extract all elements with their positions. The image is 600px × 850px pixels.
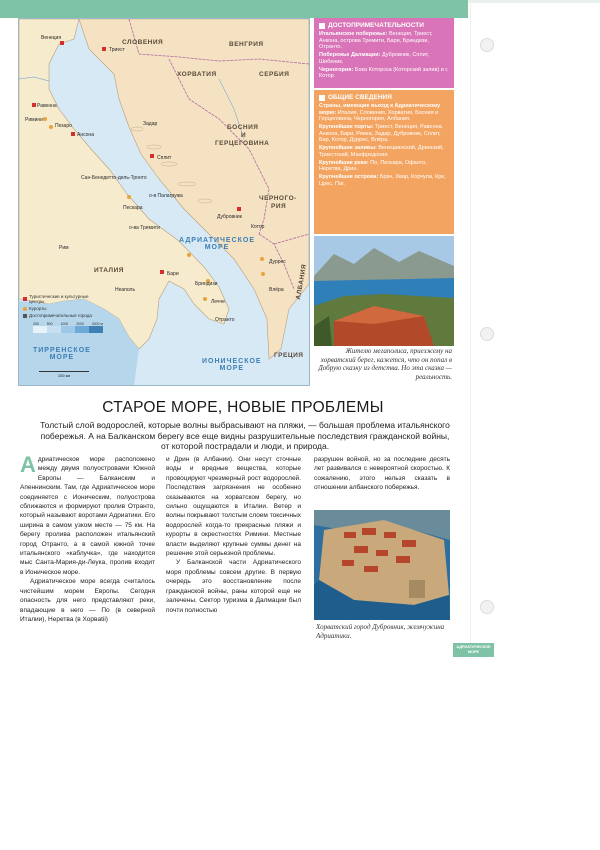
sights-text [319,31,449,80]
sights-row-text: Венеция, Триест, Анкона, острова Тремити, Бари, Бриндизи, Отранто. [319,31,433,50]
sights-row-label: Черногория: [319,66,354,73]
info-row-text: Брач, Хвар, Корчула, Крк, Црес, Паг. [319,174,446,187]
sights-row-text: Дубровник, Сплит, Шибеник. [319,52,430,65]
binder-hole [480,38,494,52]
info-text [319,103,449,187]
dubrovnik-photo [314,510,450,620]
city-brindisi: Бриндизи [195,281,218,287]
city-rome: Рим [59,245,69,251]
sights-row [319,52,449,65]
country-greece: ГРЕЦИЯ [274,352,304,359]
info-row-text: Италия, Словения, Хорватия, Босния и Герцеговина, Черногория, Албания. [319,109,439,122]
scale-bar: 100 км [39,371,89,378]
sea-adriatic [179,237,255,251]
city-tremiti: о-ва Тремити [129,225,160,231]
depth-value: 500 [46,322,53,326]
info-row-label: Крупнейшие заливы: [319,145,377,151]
info-row-label: Крупнейшие порты: [319,124,374,130]
country-slovenia: СЛОВЕНИЯ [122,39,164,46]
legend-text: Курорты [29,306,47,311]
paragraph [20,452,155,577]
sea-tyrrhenian-line2: МОРЕ [49,354,75,361]
sea-ionian-line2: МОРЕ [219,365,245,372]
sea-adriatic-line1: АДРИАТИЧЕСКОЕ [179,237,256,244]
sights-box [314,18,454,88]
info-row [319,145,449,158]
info-title [319,94,449,101]
city-dubrovnik: Дубровник [217,214,242,220]
country-hungary: ВЕНГРИЯ [229,41,264,48]
sights-row-label: Итальянское побережье: [319,31,388,37]
info-row [319,103,449,123]
binder-hole [480,600,494,614]
info-row-text: Триест, Венеция, Равенна, Анкона, Бари, Риека, Задар, Дубровник, Сплит, Бар, Котор, Дуррес, Влёра. [319,124,444,143]
paragraph: Адриатическое море всегда считалось чистейшим морем Европы. Сегодня опасность для него представляют реки, впадающие в него — По (в северной Италии), Неретва (в Хорвatii) [20,578,155,623]
city-ancona: Ансона [77,132,94,138]
city-pescara: Пескара [123,205,143,211]
article-column-3 [314,455,450,493]
city-vlore: Влёра [269,287,284,293]
city-rimini: Римини [25,117,43,123]
sea-tyrrhenian-line1: ТИРРЕНСКОЕ [33,347,91,354]
country-montenegro-2: РИЯ [271,203,287,210]
info-box [314,90,454,234]
city-kotor: Котор [251,224,265,230]
country-bosnia: БОСНИЯ [227,124,259,131]
paragraph-text: дриатическое море расположено между двумя полуостровами Южной Европы — Балканским и Апеннинским. Там, где Адриатическое море соединяется с Ионическим, полуострова сближаются и формируют пролив Отранто, который называют воротами Адриатики. Его ширина в самом узком месте — 75 км. На берегу пролива расположен итальянский город Отранто, а в самой южной точке итальянского «каблучка», где находится мыс Санта-Мария-ди-Леука, пролив входит в Ионическое море. [20,456,155,576]
paragraph: разрушен войной, но за последние десять лет развивался с невероятной скоростью. К сожалению, этого нельзя сказать в отношении албанского побережья. [314,456,450,492]
coast-photo [314,236,454,346]
legend-text: Достопримечательные города [29,313,92,318]
sea-adriatic-line2: МОРЕ [204,244,230,251]
city-bari: Бари [167,271,179,277]
country-serbia: СЕРБИЯ [259,71,290,78]
info-title-text: ОБЩИЕ СВЕДЕНИЯ [328,94,392,101]
map-legend [23,294,105,320]
sea-ionian [202,358,262,372]
sea-ionian-line1: ИОНИЧЕСКОЕ [202,358,262,365]
sights-title [319,22,449,29]
legend-row [23,294,105,304]
info-row-label: Крупнейшие острова: [319,174,379,180]
info-row-label: Крупнейшие реки: [319,159,369,166]
binder-hole [480,327,494,341]
legend-swatch [23,307,27,311]
photo-caption: Жителю мегаполиса, приезжему на хорватский берег, кажется, что он попал в Добрую сказку из детства. Но эта сказка — реальность. [318,347,452,381]
adriatic-map [18,18,310,386]
country-montenegro: ЧЕРНОГО- [259,195,297,202]
legend-text: Туристические и культурные центры [29,294,89,304]
article-headline: СТАРОЕ МОРЕ, НОВЫЕ ПРОБЛЕМЫ [102,399,384,416]
depth-value: 2000 [76,322,84,326]
sights-title-text: ДОСТОПРИМЕЧАТЕЛЬНОСТИ [328,22,424,29]
sights-row [319,31,449,51]
city-san-benedetto: Сан-Бенедетто-дель-Тронто [81,175,147,181]
anchor-icon [319,95,325,101]
legend-row [23,313,105,318]
legend-swatch [23,297,27,301]
country-italy: ИТАЛИЯ [94,267,124,274]
article-lede: Толстый слой водорослей, которые волны выбрасывают на пляжи, — большая проблема итальянского побережья. А на Балканском берегу все еще видны разрушительные последствия гражданской войны, от которой пострадали и люди, и природа. [40,420,450,451]
paragraph: У Балканской части Адриатического моря проблемы совсем другие. В первую очередь это восстановление после гражданской войны, раны которой еще не залечены. Сектор туризма в Далмации был почти полностью [166,559,301,614]
city-durres: Дуррес [269,259,286,265]
castle-icon [319,23,325,29]
country-herzegovina: ГЕРЦЕГОВИНА [215,140,270,147]
city-ravenna: Равенна [37,103,57,109]
legend-swatch [23,314,27,318]
sights-row-label: Побережье Далмации: [319,52,381,58]
city-split: Сплит [157,155,172,161]
info-row-text: По, Пескара, Офанто, Неретва, Дрин. [319,159,427,172]
city-pesaro: Пезаро [55,123,72,129]
header-bar [0,0,468,18]
info-row [319,124,449,144]
info-row-label: Страны, имеющие выход к Адриатическому морю: [319,103,441,116]
section-tab: АДРИАТИЧЕСКОЕ МОРЕ [453,643,494,657]
city-venice: Венеция [41,35,62,41]
sights-row-text: Бока Которска (Которский залив) и г. Котор. [319,66,449,79]
city-zadar: Задар [143,121,158,127]
depth-scale [33,326,103,333]
city-lecce: Лечче [211,299,225,305]
info-row-text: Венецианский, Дринский, Триестский, Манфредония. [319,145,444,158]
depth-value: 200 [33,322,39,326]
country-and: И [241,132,247,139]
photo-caption-2: Хорватский город Дубровник, жемчужина Адриатики. [316,623,445,640]
article-column-1 [20,452,155,624]
article-column-2 [166,455,301,615]
depth-value: 3000 м [91,322,103,326]
city-otranto: Отранто [215,317,235,323]
page-edge [470,0,471,660]
info-row [319,174,449,187]
country-albania: АЛБАНИЯ [295,263,309,301]
paragraph: и Дрин (в Албании). Они несут сточные воды и вредные вещества, которые провоцируют чрезмерный рост водорослей. Последствия загрязнения не особенно сказываются на хорватском берегу, но сильно ощущаются в Италии. Ветер и волны покрывают толстым слоем токсичных водорослей когда-то прекрасные пляжи и курорты в окрестностях Римини. Местные власти выделяют крупные суммы денег на решение этой серьезной проблемы. [166,456,301,558]
city-la-palagruza: о-в Палагружа [149,193,183,199]
city-naples: Неаполь [115,287,136,293]
depth-value: 1000 [60,322,69,326]
info-row [319,160,449,173]
sights-row [319,67,449,80]
legend-row [23,306,105,311]
sea-tyrrhenian [33,347,91,361]
drop-cap: А [20,452,36,477]
city-trieste: Триест [109,47,125,53]
country-croatia: ХОРВАТИЯ [177,71,217,78]
